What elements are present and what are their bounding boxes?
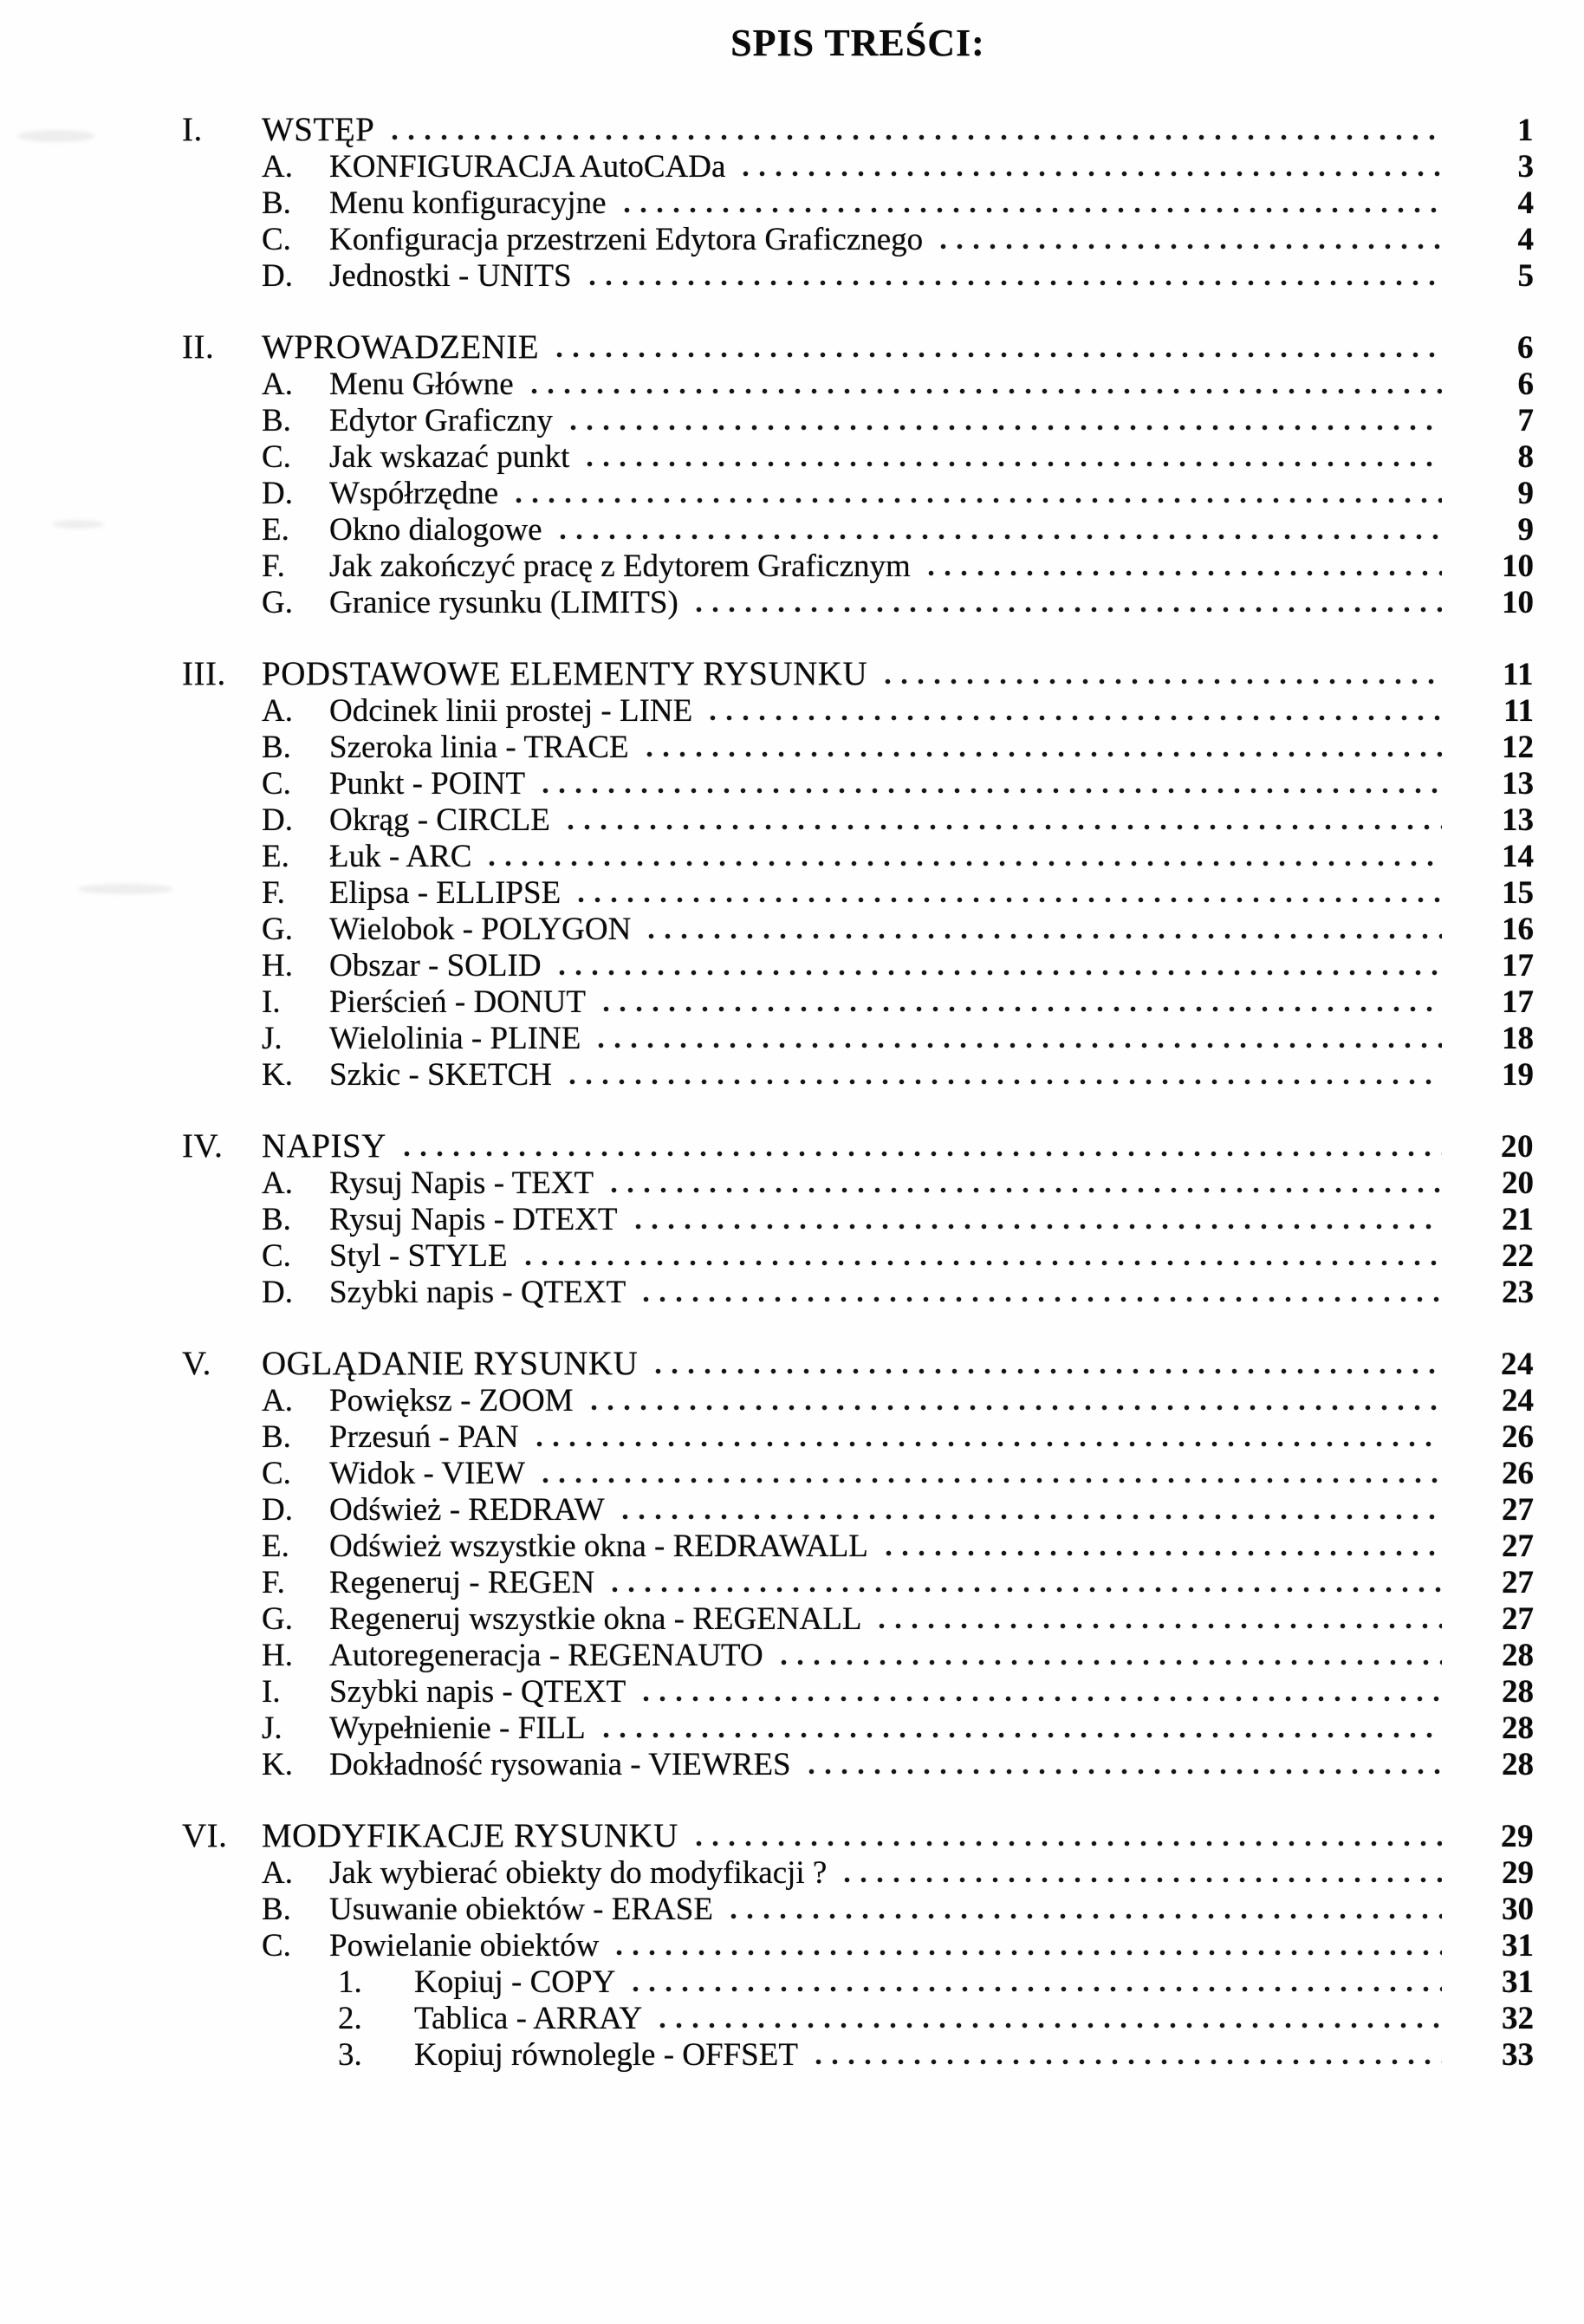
entry-marker: J. <box>262 1021 282 1056</box>
entry-label: Punkt - POINT <box>329 766 526 802</box>
entry-label: Kopiuj - COPY <box>414 1964 616 2000</box>
toc-entry <box>182 1964 1534 2001</box>
dot-leader <box>638 1296 1442 1302</box>
toc-section-heading <box>182 1818 1534 1855</box>
page-number: 17 <box>1502 948 1534 983</box>
entry-marker: K. <box>262 1057 293 1093</box>
page-number: 9 <box>1517 512 1534 548</box>
dot-leader <box>737 171 1442 177</box>
dot-leader <box>565 425 1442 431</box>
entry-marker: D. <box>262 802 293 838</box>
entry-marker: C. <box>262 1238 291 1274</box>
entry-marker: G. <box>262 912 293 947</box>
page-number: 24 <box>1501 1347 1534 1382</box>
page-number: 27 <box>1502 1492 1534 1528</box>
entry-label: Odśwież wszystkie okna - REDRAWALL <box>329 1529 868 1564</box>
page-number: 32 <box>1502 2001 1534 2036</box>
dot-leader <box>586 1405 1442 1411</box>
dot-leader <box>531 1441 1442 1447</box>
dot-leader <box>691 1840 1442 1847</box>
entry-label: Szybki napis - QTEXT <box>329 1674 626 1710</box>
entry-label: Elipsa - ELLIPSE <box>329 875 562 911</box>
dot-leader <box>484 860 1442 867</box>
dot-leader <box>923 570 1442 576</box>
entry-label: Styl - STYLE <box>329 1238 508 1274</box>
dot-leader <box>630 1224 1442 1230</box>
toc-section-heading <box>182 1346 1534 1383</box>
entry-label: Widok - VIEW <box>329 1456 525 1491</box>
toc-entry <box>182 476 1534 512</box>
entry-label: Wielobok - POLYGON <box>329 912 632 947</box>
toc-entry <box>182 2037 1534 2074</box>
entry-marker: J. <box>262 1711 282 1746</box>
entry-marker: C. <box>262 439 291 475</box>
page-number: 1 <box>1517 113 1534 148</box>
toc-entry <box>182 766 1534 802</box>
dot-leader <box>617 1514 1442 1520</box>
dot-leader <box>607 1587 1442 1593</box>
dot-leader <box>725 1913 1442 1919</box>
toc-entry <box>182 693 1534 730</box>
entry-label: Pierścień - DONUT <box>329 984 586 1020</box>
toc-entry <box>182 549 1534 585</box>
dot-leader <box>935 243 1442 250</box>
section-numeral: III. <box>182 655 226 692</box>
scan-artifact <box>52 520 104 529</box>
page-number: 19 <box>1502 1057 1534 1093</box>
page-number: 17 <box>1502 984 1534 1020</box>
entry-marker: D. <box>262 1275 293 1310</box>
dot-leader <box>593 1042 1442 1048</box>
page-number: 24 <box>1502 1383 1534 1418</box>
page-number: 10 <box>1502 549 1534 584</box>
dot-leader <box>584 280 1442 286</box>
entry-label: Współrzędne <box>329 476 499 511</box>
toc-entry <box>182 367 1534 403</box>
page-number: 6 <box>1517 367 1534 402</box>
entry-label: Rysuj Napis - TEXT <box>329 1165 594 1201</box>
toc-section-heading <box>182 112 1534 149</box>
dot-leader <box>810 2059 1442 2065</box>
entry-marker: A. <box>262 693 293 729</box>
dot-leader <box>555 534 1442 540</box>
toc-entry <box>182 730 1534 766</box>
toc-entry <box>182 1747 1534 1783</box>
section-numeral: II. <box>182 328 215 366</box>
section-numeral: I. <box>182 111 203 148</box>
toc-entry <box>182 1057 1534 1094</box>
page-number: 22 <box>1502 1238 1534 1274</box>
entry-label: Powielanie obiektów <box>329 1928 600 1964</box>
entry-label: Łuk - ARC <box>329 839 472 874</box>
entry-marker: A. <box>262 367 293 402</box>
entry-label: Okno dialogowe <box>329 512 542 548</box>
entry-label: KONFIGURACJA AutoCADa <box>329 149 726 185</box>
entry-marker: B. <box>262 1202 291 1237</box>
entry-marker: E. <box>262 839 289 874</box>
toc-entry <box>182 185 1534 222</box>
page-number: 18 <box>1502 1021 1534 1056</box>
dot-leader <box>562 824 1442 830</box>
entry-marker: D. <box>262 476 293 511</box>
entry-label: Jak wybierać obiekty do modyfikacji ? <box>329 1855 828 1891</box>
toc-section-heading <box>182 329 1534 367</box>
entry-marker: H. <box>262 948 293 983</box>
dot-leader <box>880 678 1442 685</box>
entry-label: Autoregeneracja - REGENAUTO <box>329 1638 763 1673</box>
entry-marker: B. <box>262 1419 291 1455</box>
entry-marker: 1. <box>338 1964 362 2000</box>
section-title: MODYFIKACJE RYSUNKU <box>262 1817 678 1854</box>
entry-label: Szybki napis - QTEXT <box>329 1275 626 1310</box>
entry-marker: H. <box>262 1638 293 1673</box>
entry-marker: F. <box>262 1565 285 1600</box>
page-number: 28 <box>1502 1711 1534 1746</box>
entry-marker: C. <box>262 1928 291 1964</box>
page-number: 5 <box>1517 258 1534 294</box>
entry-marker: K. <box>262 1747 293 1782</box>
page-number: 12 <box>1502 730 1534 765</box>
toc-entry <box>182 512 1534 549</box>
section-title: WPROWADZENIE <box>262 328 540 366</box>
toc-entry <box>182 1928 1534 1964</box>
page-number: 10 <box>1502 585 1534 620</box>
dot-leader <box>564 1079 1442 1085</box>
toc-entry <box>182 1674 1534 1711</box>
entry-label: Szeroka linia - TRACE <box>329 730 629 765</box>
page-number: 13 <box>1502 802 1534 838</box>
section-title: OGLĄDANIE RYSUNKU <box>262 1345 639 1382</box>
toc-section <box>182 1128 1534 1311</box>
toc-entry <box>182 1021 1534 1057</box>
page-number: 8 <box>1517 439 1534 475</box>
dot-leader <box>643 933 1442 939</box>
toc-entry <box>182 439 1534 476</box>
page-number: 9 <box>1517 476 1534 511</box>
entry-marker: I. <box>262 1674 281 1710</box>
toc-entry <box>182 875 1534 912</box>
entry-label: Jak wskazać punkt <box>329 439 570 475</box>
entry-label: Menu konfiguracyjne <box>329 185 607 221</box>
entry-label: Przesuń - PAN <box>329 1419 519 1455</box>
toc-entry <box>182 984 1534 1021</box>
entry-marker: I. <box>262 984 281 1020</box>
dot-leader <box>537 1477 1442 1483</box>
section-title: PODSTAWOWE ELEMENTY RYSUNKU <box>262 655 868 692</box>
toc-section <box>182 112 1534 295</box>
page-number: 4 <box>1517 185 1534 221</box>
dot-leader <box>581 461 1442 467</box>
toc-section <box>182 1346 1534 1783</box>
entry-marker: F. <box>262 875 285 911</box>
entry-label: Jednostki - UNITS <box>329 258 572 294</box>
toc-entry <box>182 1855 1534 1892</box>
entry-marker: F. <box>262 549 285 584</box>
toc-entry <box>182 1638 1534 1674</box>
dot-leader <box>611 1950 1442 1956</box>
toc-entry <box>182 948 1534 984</box>
page-number: 6 <box>1517 330 1534 366</box>
entry-marker: D. <box>262 1492 293 1528</box>
toc-entry <box>182 1202 1534 1238</box>
toc-entry <box>182 1275 1534 1311</box>
dot-leader <box>606 1187 1442 1193</box>
entry-marker: A. <box>262 1855 293 1891</box>
entry-label: Kopiuj równolegle - OFFSET <box>414 2037 798 2073</box>
dot-leader <box>776 1659 1442 1665</box>
entry-marker: D. <box>262 258 293 294</box>
toc-entry <box>182 912 1534 948</box>
page-number: 26 <box>1502 1456 1534 1491</box>
toc-entry <box>182 2001 1534 2037</box>
dot-leader <box>598 1006 1442 1012</box>
dot-leader <box>598 1732 1442 1738</box>
page-number: 4 <box>1517 222 1534 257</box>
page-number: 27 <box>1502 1529 1534 1564</box>
toc-entry <box>182 258 1534 295</box>
section-title: WSTĘP <box>262 111 375 148</box>
entry-label: Usuwanie obiektów - ERASE <box>329 1892 713 1927</box>
page-number: 28 <box>1502 1674 1534 1710</box>
toc-list <box>182 112 1534 2074</box>
page-number: 15 <box>1502 875 1534 911</box>
section-title: NAPISY <box>262 1127 386 1165</box>
toc-entry <box>182 1238 1534 1275</box>
dot-leader <box>803 1769 1442 1775</box>
page-number: 16 <box>1502 912 1534 947</box>
toc-entry <box>182 839 1534 875</box>
page-number: 21 <box>1502 1202 1534 1237</box>
dot-leader <box>554 970 1442 976</box>
page-number: 27 <box>1502 1565 1534 1600</box>
page-number: 20 <box>1501 1129 1534 1165</box>
entry-label: Granice rysunku (LIMITS) <box>329 585 678 620</box>
dot-leader <box>573 897 1442 903</box>
entry-marker: 2. <box>338 2001 362 2036</box>
toc-entry <box>182 1165 1534 1202</box>
entry-marker: B. <box>262 403 291 438</box>
dot-leader <box>704 715 1442 721</box>
entry-label: Menu Główne <box>329 367 514 402</box>
entry-label: Obszar - SOLID <box>329 948 542 983</box>
entry-label: Szkic - SKETCH <box>329 1057 552 1093</box>
entry-marker: B. <box>262 1892 291 1927</box>
toc-section <box>182 1818 1534 2074</box>
dot-leader <box>638 1696 1442 1702</box>
dot-leader <box>654 2022 1442 2029</box>
dot-leader <box>510 497 1442 503</box>
toc-entry <box>182 1565 1534 1601</box>
toc-entry <box>182 802 1534 839</box>
page-number: 31 <box>1502 1964 1534 2000</box>
dot-leader <box>526 388 1442 394</box>
page-number: 28 <box>1502 1638 1534 1673</box>
entry-label: Powiększ - ZOOM <box>329 1383 574 1418</box>
entry-label: Edytor Graficzny <box>329 403 553 438</box>
dot-leader <box>537 788 1442 794</box>
dot-leader <box>691 607 1442 613</box>
toc-entry <box>182 1711 1534 1747</box>
toc-section-heading <box>182 1128 1534 1165</box>
toc-entry <box>182 585 1534 621</box>
page-number: 20 <box>1502 1165 1534 1201</box>
toc-entry <box>182 1456 1534 1492</box>
dot-leader <box>399 1151 1442 1157</box>
toc-entry <box>182 1419 1534 1456</box>
entry-marker: 3. <box>338 2037 362 2073</box>
toc-entry <box>182 1529 1534 1565</box>
entry-label: Wypełnienie - FILL <box>329 1711 586 1746</box>
dot-leader <box>551 352 1442 358</box>
toc-entry <box>182 1892 1534 1928</box>
dot-leader <box>627 1986 1442 1992</box>
page-number: 31 <box>1502 1928 1534 1964</box>
page-number: 29 <box>1502 1855 1534 1891</box>
entry-label: Odśwież - REDRAW <box>329 1492 605 1528</box>
entry-label: Okrąg - CIRCLE <box>329 802 550 838</box>
dot-leader <box>873 1623 1442 1629</box>
entry-marker: E. <box>262 1529 289 1564</box>
page-number: 27 <box>1502 1601 1534 1637</box>
toc-entry <box>182 1383 1534 1419</box>
page-number: 26 <box>1502 1419 1534 1455</box>
toc-section-heading <box>182 656 1534 693</box>
page-number: 28 <box>1502 1747 1534 1782</box>
section-numeral: VI. <box>182 1817 228 1854</box>
entry-marker: B. <box>262 185 291 221</box>
section-numeral: V. <box>182 1345 211 1382</box>
entry-label: Tablica - ARRAY <box>414 2001 643 2036</box>
toc-entry <box>182 222 1534 258</box>
page-number: 3 <box>1517 149 1534 185</box>
entry-marker: C. <box>262 222 291 257</box>
entry-label: Dokładność rysowania - VIEWRES <box>329 1747 791 1782</box>
page-number: 14 <box>1502 839 1534 874</box>
entry-label: Wielolinia - PLINE <box>329 1021 581 1056</box>
dot-leader <box>880 1550 1442 1556</box>
entry-label: Regeneruj wszystkie okna - REGENALL <box>329 1601 862 1637</box>
entry-marker: A. <box>262 1165 293 1201</box>
page-number: 29 <box>1501 1819 1534 1854</box>
page-number: 23 <box>1502 1275 1534 1310</box>
page-number: 11 <box>1503 693 1534 729</box>
entry-marker: G. <box>262 1601 293 1637</box>
entry-label: Konfiguracja przestrzeni Edytora Graficznego <box>329 222 924 257</box>
toc-section <box>182 656 1534 1094</box>
entry-label: Odcinek linii prostej - LINE <box>329 693 693 729</box>
section-numeral: IV. <box>182 1127 224 1165</box>
entry-label: Regeneruj - REGEN <box>329 1565 595 1600</box>
page-number: 11 <box>1503 657 1534 692</box>
page-number: 33 <box>1502 2037 1534 2073</box>
toc-entry <box>182 1601 1534 1638</box>
entry-marker: B. <box>262 730 291 765</box>
dot-leader <box>520 1260 1442 1266</box>
toc-entry <box>182 149 1534 185</box>
entry-marker: A. <box>262 1383 293 1418</box>
toc-entry <box>182 403 1534 439</box>
scan-artifact <box>17 130 95 142</box>
page-number: 7 <box>1517 403 1534 438</box>
entry-label: Rysuj Napis - DTEXT <box>329 1202 618 1237</box>
dot-leader <box>619 207 1442 213</box>
toc-entry <box>182 1492 1534 1529</box>
dot-leader <box>650 1368 1442 1374</box>
scan-artifact <box>78 884 173 894</box>
entry-marker: A. <box>262 149 293 185</box>
entry-marker: C. <box>262 766 291 802</box>
entry-label: Jak zakończyć pracę z Edytorem Graficznym <box>329 549 911 584</box>
entry-marker: C. <box>262 1456 291 1491</box>
entry-marker: G. <box>262 585 293 620</box>
dot-leader <box>386 134 1442 140</box>
page-number: 13 <box>1502 766 1534 802</box>
entry-marker: E. <box>262 512 289 548</box>
dot-leader <box>641 751 1442 757</box>
toc-section <box>182 329 1534 621</box>
dot-leader <box>839 1877 1442 1883</box>
page-number: 30 <box>1502 1892 1534 1927</box>
page-title: SPIS TREŚCI: <box>730 22 985 64</box>
